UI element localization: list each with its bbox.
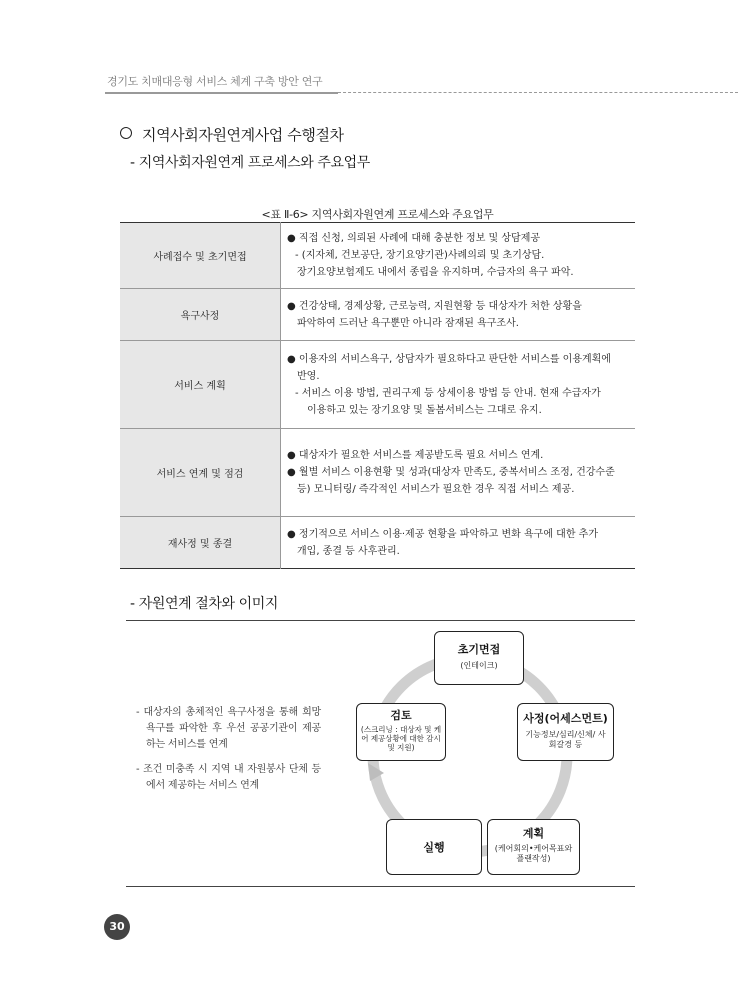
node-subtitle: (케어회의•케어목표와 플랜작성) xyxy=(494,844,573,863)
description-cell xyxy=(281,341,636,429)
description-line: 개입, 종결 등 사후관리. xyxy=(297,545,400,557)
description-line: ● 대상자가 필요한 서비스를 제공받도록 필요 서비스 연계. xyxy=(287,450,544,461)
description-line: 장기요양보험제도 내에서 종립을 유지하며, 수급자의 욕구 파악. xyxy=(297,267,574,278)
stage-cell: 재사정 및 종결 xyxy=(120,517,281,569)
node-title: 초기면접 xyxy=(457,643,501,656)
node-subtitle: (스크리닝 : 대상자 및 케어 제공상황에 대한 감시 및 지원) xyxy=(360,725,442,752)
header-rule-dashed xyxy=(338,92,738,93)
page-number-badge: 30 xyxy=(104,914,130,940)
description-line: ● 건강상태, 경제상황, 근로능력, 지원현황 등 대상자가 처한 상황을 xyxy=(287,300,582,312)
node-subtitle: 기능정보/심리/신체/ 사회갈경 등 xyxy=(525,730,606,749)
description-cell xyxy=(281,429,636,517)
table-row xyxy=(120,429,635,517)
node-title: 사정(어세스먼트) xyxy=(523,712,608,725)
description-line: - 서비스 이용 방법, 권리구제 등 상세이용 방법 등 안내. 현재 수급자가 xyxy=(295,387,601,399)
figure-rule-top xyxy=(126,620,635,621)
description-line: 파악하여 드러난 욕구뿐만 아니라 잠재된 욕구조사. xyxy=(297,317,519,329)
node-execution xyxy=(386,819,482,875)
description-line: 반영. xyxy=(297,370,320,382)
list-item: - 조건 미충족 시 지역 내 자원봉사 단체 등에서 제공하는 서비스 연계 xyxy=(136,764,321,791)
table-caption: <표 Ⅱ-6> 지역사회자원연계 프로세스와 주요업무 xyxy=(261,208,494,221)
node-review xyxy=(356,703,446,761)
section-heading-text: 지역사회자원연계사업 수행절차 xyxy=(142,126,344,144)
node-subtitle: (인테이크) xyxy=(460,661,498,670)
description-line: ● 월별 서비스 이용현황 및 성과(대상자 만족도, 중복서비스 조정, 건강수준 xyxy=(287,467,615,478)
table-row xyxy=(120,223,635,289)
hollow-circle-icon xyxy=(120,127,132,139)
stage-cell: 서비스 연계 및 점검 xyxy=(120,429,281,517)
description-line: - (지자체, 건보공단, 장기요양기관)사례의뢰 및 초기상담. xyxy=(295,250,545,261)
description-cell xyxy=(281,517,636,569)
table-row xyxy=(120,517,635,569)
node-title: 실행 xyxy=(423,841,445,854)
node-title: 계획 xyxy=(522,827,545,840)
header-rule xyxy=(105,92,338,94)
description-line: ● 직접 신청, 의뢰된 사례에 대해 충분한 정보 및 상담제공 xyxy=(287,233,541,244)
node-title: 검토 xyxy=(390,709,412,722)
stage-cell: 욕구사정 xyxy=(120,289,281,341)
sub-heading: - 지역사회자원연계 프로세스와 주요업무 xyxy=(130,155,370,171)
list-item: - 대상자의 총체적인 욕구사정을 통해 희망욕구를 파악한 후 우선 공공기관이 제공하는 서비스를 연계 xyxy=(136,707,321,750)
table-row xyxy=(120,289,635,341)
process-table xyxy=(120,222,635,569)
table-row xyxy=(120,341,635,429)
description-line: 이용하고 있는 장기요양 및 돌봄서비스는 그대로 유지. xyxy=(307,404,542,416)
node-planning xyxy=(487,819,580,875)
stage-cell: 서비스 계획 xyxy=(120,341,281,429)
description-cell xyxy=(281,289,636,341)
description-line: 등) 모니터링/ 즉각적인 서비스가 필요한 경우 직접 서비스 제공. xyxy=(297,484,575,495)
node-intake xyxy=(434,631,524,685)
figure-rule-bottom xyxy=(126,886,635,887)
figure-description-list xyxy=(136,705,321,803)
stage-cell: 사례접수 및 초기면접 xyxy=(120,223,281,289)
figure-subheading: - 자원연계 절차와 이미지 xyxy=(130,596,279,612)
node-assessment xyxy=(517,703,614,761)
running-header-title: 경기도 치매대응형 서비스 체계 구축 방안 연구 xyxy=(107,75,323,88)
description-line: ● 정기적으로 서비스 이용·제공 현황을 파악하고 변화 욕구에 대한 추가 xyxy=(287,528,598,540)
section-heading xyxy=(120,124,344,145)
description-line: ● 이용자의 서비스욕구, 상담자가 필요하다고 판단한 서비스를 이용계획에 xyxy=(287,353,611,365)
description-cell xyxy=(281,223,636,289)
